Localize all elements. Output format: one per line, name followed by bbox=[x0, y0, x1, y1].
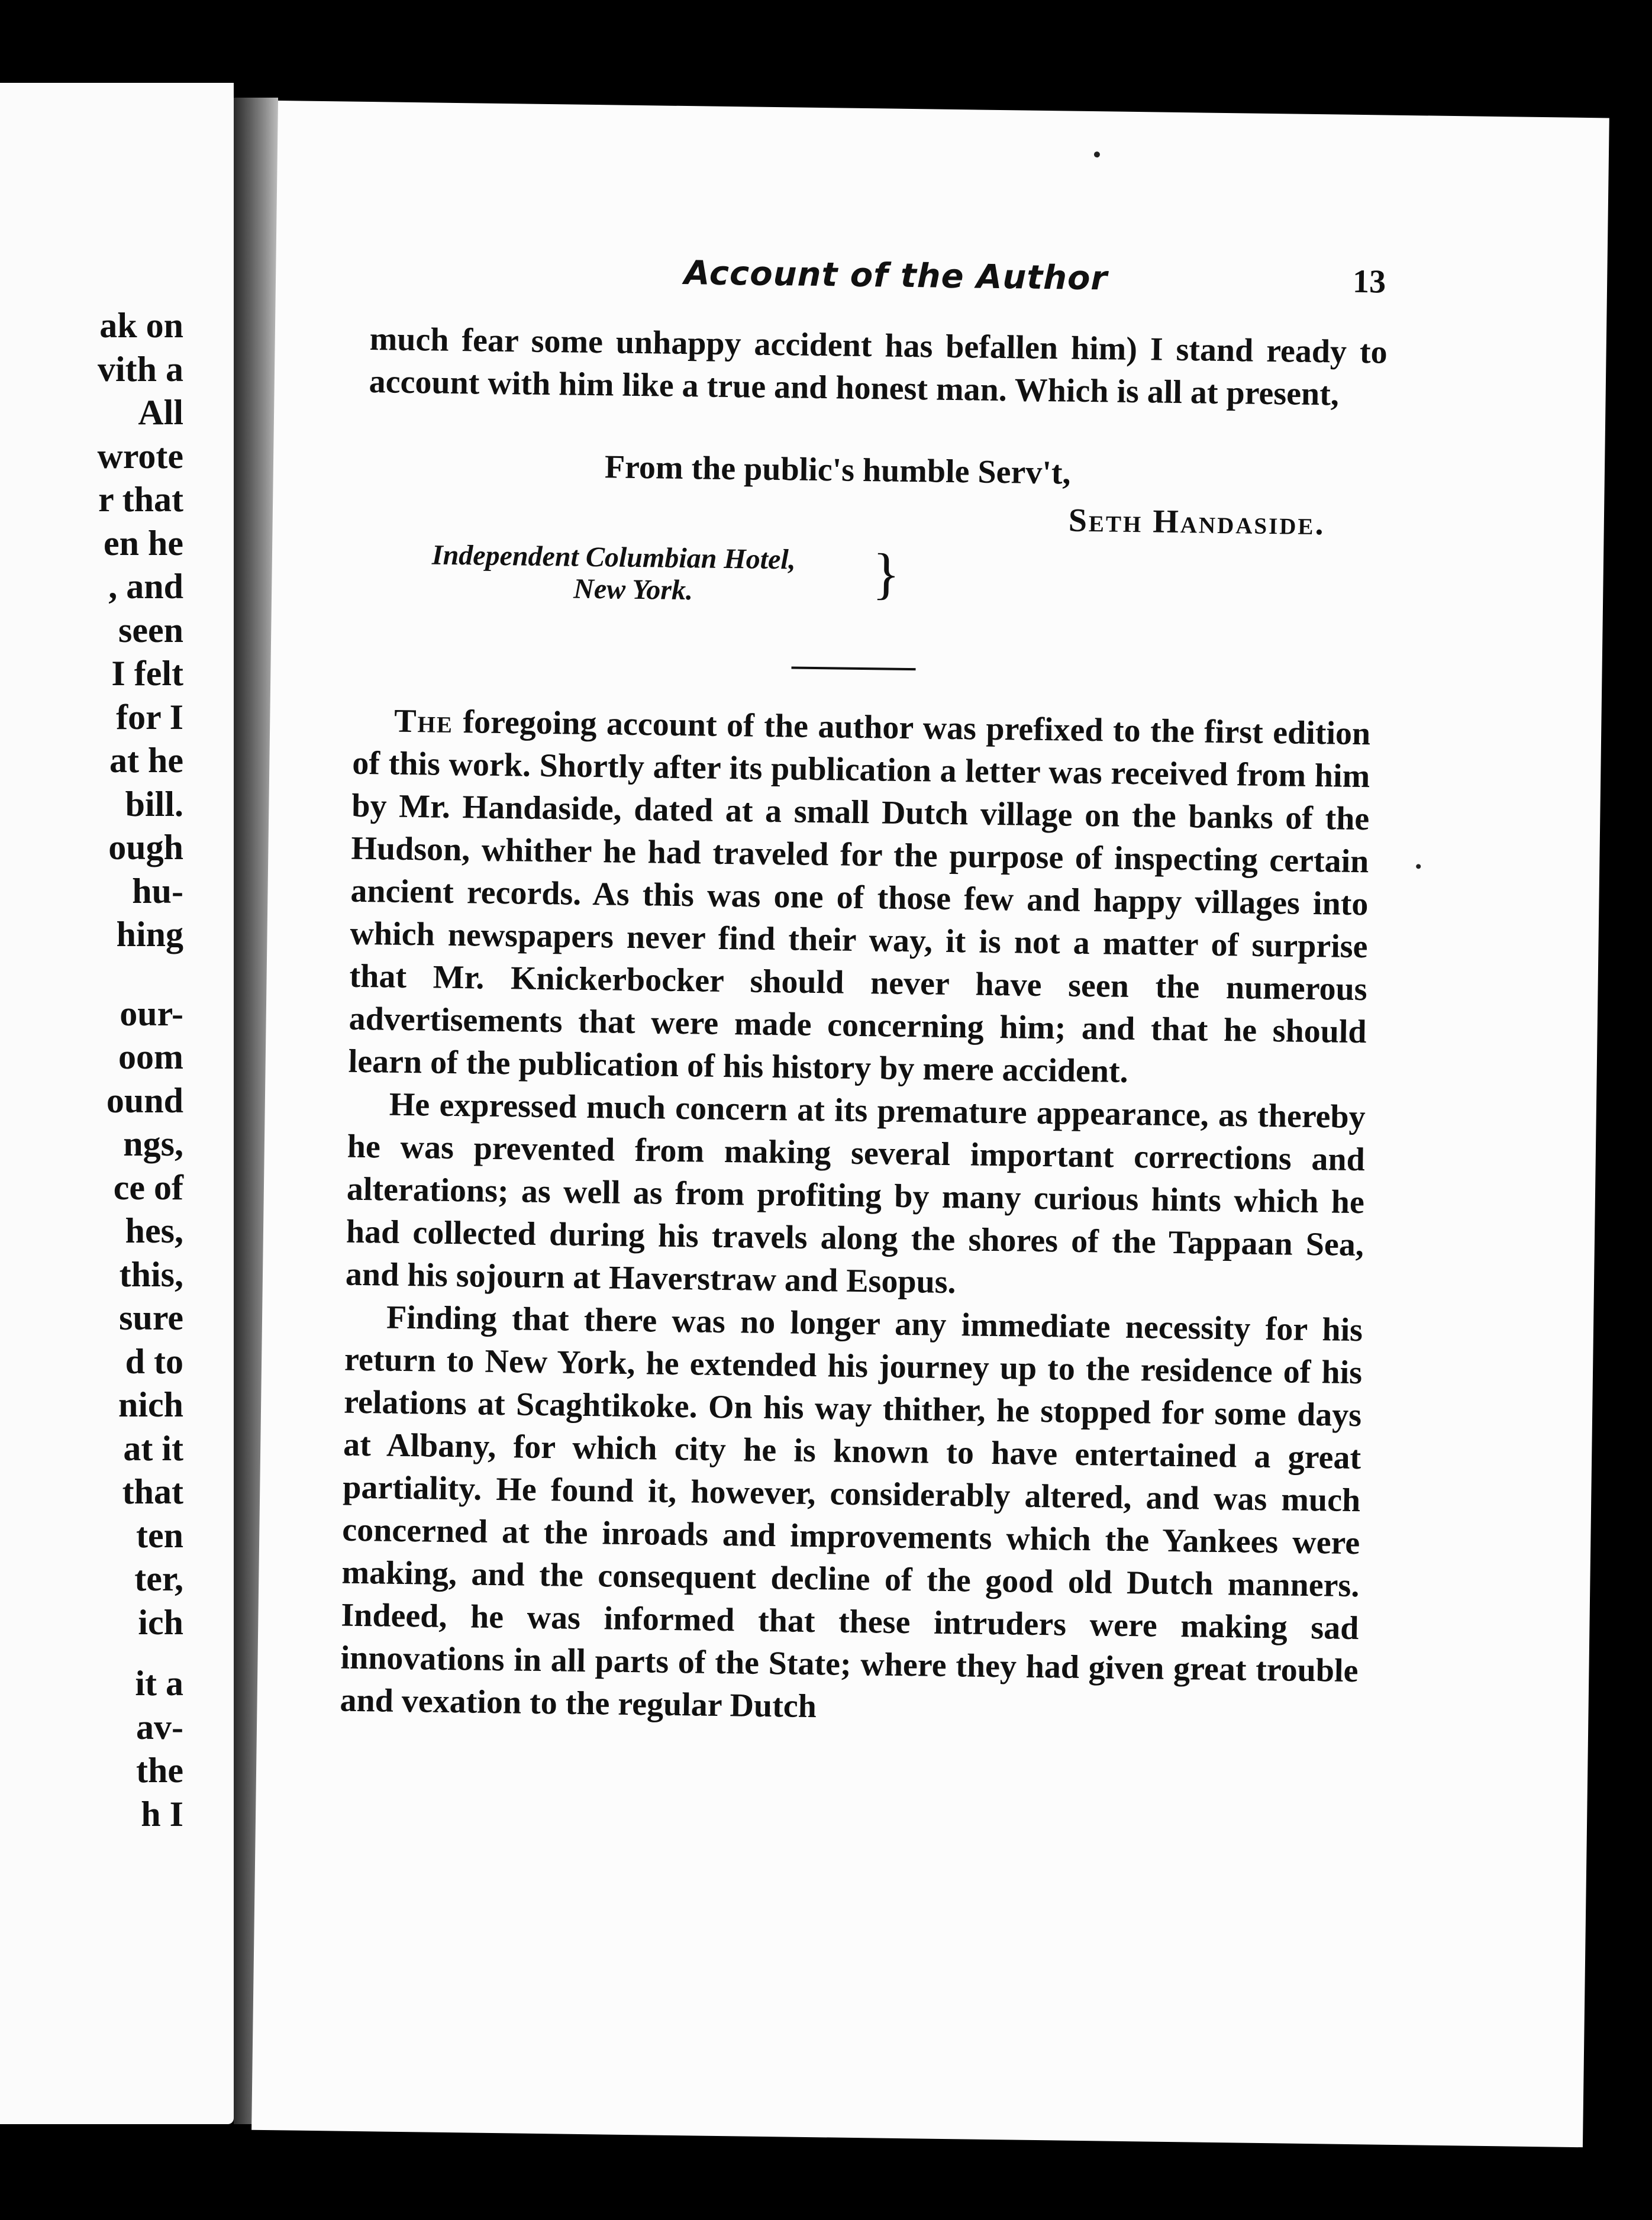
section-divider bbox=[792, 666, 916, 670]
facing-page-line: r that bbox=[98, 480, 183, 519]
letter-address bbox=[431, 539, 796, 608]
facing-page-line: ak on bbox=[99, 306, 183, 345]
facing-page-line: bill. bbox=[125, 784, 183, 824]
paragraph-1 bbox=[348, 699, 1370, 1096]
facing-page-line: wrote bbox=[97, 436, 183, 476]
facing-page-line: our- bbox=[120, 993, 183, 1033]
print-speck bbox=[1094, 151, 1100, 157]
running-head: Account of the Author bbox=[683, 254, 1108, 298]
book-page bbox=[251, 101, 1609, 2147]
facing-page-line: vith a bbox=[97, 349, 183, 389]
facing-page-line: seen bbox=[118, 610, 183, 650]
facing-page-line: nich bbox=[118, 1385, 183, 1424]
facing-page-line: the bbox=[136, 1751, 183, 1790]
body-text bbox=[340, 699, 1370, 1735]
facing-page-line: av- bbox=[136, 1707, 183, 1747]
facing-page-line: that bbox=[122, 1472, 183, 1511]
facing-page-line: I felt bbox=[111, 654, 183, 693]
paragraph-1-text: foregoing account of the author was prefixed to the first edition of this work. Shortly after its publication a letter was received from him by Mr. Handaside, dated at a small Dutch village on the banks of the Hudson, whither he had traveled for the purpose of inspecting certain ancient records. As this was one of those few and happy villages into which newspapers never find their way, it is not a matter of surprise that Mr. Knickerbocker should never have seen the numerous advertisements that were made concerning him; and that he should learn of the publication of his history by mere accident. bbox=[348, 703, 1371, 1090]
paragraph-2: He expressed much concern at its premature appearance, as thereby he was prevented from making several important corrections and alterations; as well as from profiting by many curious hints which he had collected during his travels along the shores of the Tappaan Sea, and his sojourn at Haverstraw and Esopus. bbox=[345, 1086, 1366, 1301]
opening-text: much fear some unhappy accident has befallen him) I stand ready to account with him like a true and honest man. Which is all at present, bbox=[369, 321, 1388, 413]
page-number: 13 bbox=[1352, 263, 1386, 301]
letter-signoff: From the public's humble Serv't, bbox=[604, 448, 1071, 492]
facing-page-line: ten bbox=[136, 1515, 183, 1555]
facing-page-line: en he bbox=[104, 523, 183, 563]
facing-page-line: ound bbox=[106, 1080, 183, 1120]
facing-page-line: ter, bbox=[134, 1559, 183, 1598]
facing-page-line: for I bbox=[116, 697, 183, 737]
paragraph-1-lead: The bbox=[393, 702, 454, 740]
facing-page-line: hing bbox=[116, 915, 183, 954]
address-brace: } bbox=[872, 541, 901, 605]
print-speck bbox=[1416, 864, 1421, 869]
address-line-1: Independent Columbian Hotel, bbox=[431, 539, 796, 576]
facing-page-line: this, bbox=[119, 1254, 183, 1294]
opening-paragraph bbox=[369, 318, 1388, 417]
facing-page-line: hes, bbox=[125, 1211, 183, 1250]
facing-page-line: oom bbox=[118, 1037, 183, 1076]
facing-page-line: All bbox=[138, 393, 183, 432]
facing-page-line: at it bbox=[123, 1428, 183, 1468]
facing-page-line: , and bbox=[108, 567, 183, 606]
facing-page-line: ngs, bbox=[123, 1124, 183, 1163]
facing-page-line: h I bbox=[141, 1794, 183, 1834]
facing-page-line: sure bbox=[119, 1298, 183, 1337]
facing-page-line: ough bbox=[108, 828, 183, 867]
facing-page bbox=[0, 83, 234, 2124]
facing-page-line: ce of bbox=[113, 1167, 183, 1207]
facing-page-line: it a bbox=[135, 1664, 183, 1703]
facing-page-line: d to bbox=[125, 1341, 183, 1381]
letter-signature: Seth Handaside. bbox=[1068, 502, 1325, 543]
facing-page-line: hu- bbox=[132, 871, 183, 911]
address-line-2: New York. bbox=[573, 573, 693, 606]
paragraph-3: Finding that there was no longer any immediate necessity for his return to New York, he extended his journey up to the residence of his relations at Scaghtikoke. On his way thither, he stopped for some days at Albany, for which city he is known to have entertained a great partiality. He found it, however, considerably altered, and was much concerned at the inroads and improvements which the Yankees were making, and the consequent decline of the good old Dutch manners. Indeed, he was informed that these intruders were making sad innovations in all parts of the State; where they had given great trouble and vexation to the regular Dutch bbox=[340, 1299, 1363, 1725]
facing-page-line: at he bbox=[109, 741, 183, 780]
facing-page-line: ich bbox=[138, 1602, 183, 1642]
